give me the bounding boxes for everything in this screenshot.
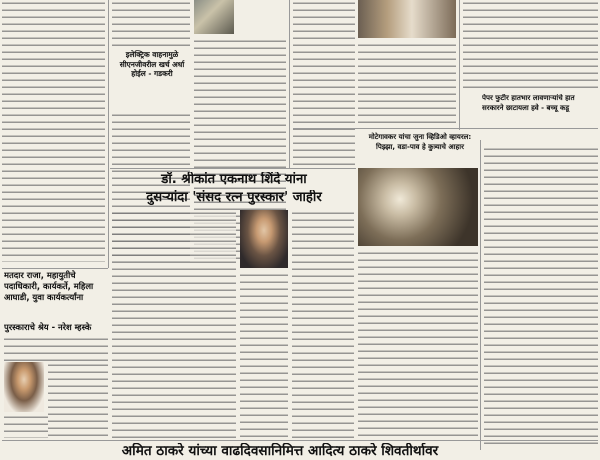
news-photo-motegavkar [358,168,478,246]
news-photo-top [358,0,456,38]
headline-mahayuti: मतदार राजा, महायुतीचे पदाधिकारी, कार्यकर्ते, महिला आघाडी, युवा कार्यकर्त्यांना [4,270,94,302]
article-column-shinde [240,272,288,438]
article-text [358,42,456,124]
portrait-shrikant-shinde [240,210,288,268]
article-column-top-right [463,0,598,90]
news-photo-gadkari [194,0,234,34]
article-column-right [484,146,598,446]
headline-electric: इलेक्ट्रिक वाहनामुळे सीएनजीवरील खर्च अर्धा होईल - गडकरी [119,50,185,79]
article-text [4,336,108,362]
article-column-shinde [112,210,236,438]
article-text [48,362,108,438]
headline-mahayuti-credit: पुरस्काराचे श्रेय - नरेश म्हस्के [4,322,92,332]
headline-paper-fruit: पेपर फुटीर हातभार लावणाऱ्यांचे हात सरकारने छाटायला हवे - बच्चू कडू [482,94,575,112]
headline-shinde: डॉ. श्रीकांत एकनाथ शिंदे यांना [161,172,307,187]
article-column-shinde [292,210,354,438]
headline-shinde-2: दुसऱ्यांदा 'संसद रत्न पुरस्कार' जाहीर [146,190,322,205]
portrait-naresh-mhaske [4,362,44,412]
headline-motegavkar: मोटेगावकर यांचा जुना व्हिडिओ व्हायरल: पिझ्झा, वडा-पाव हे कुत्र्याचे आहार [368,133,472,151]
article-text [112,0,190,46]
article-text [358,250,478,438]
headline-thackeray: अमित ठाकरे यांच्या वाढदिवसानिमित्त आदित्य ठाकरे शिवतीर्थावर [121,443,439,459]
article-column [293,0,355,168]
article-column-top-left [2,0,105,262]
article-text [4,414,48,438]
